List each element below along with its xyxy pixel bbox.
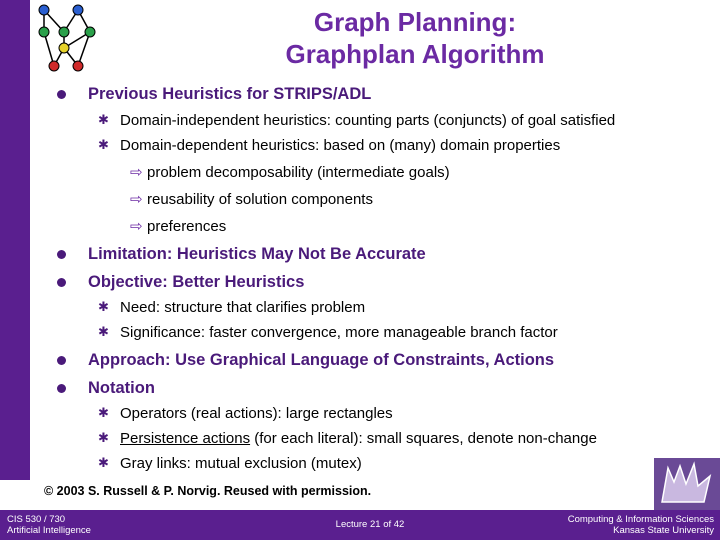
asterisk-bullet-icon: ✱: [98, 405, 109, 420]
bullet-text: Previous Heuristics for STRIPS/ADL: [88, 85, 372, 103]
arrow-bullet-icon: ⇨: [130, 218, 143, 235]
sub-bullet-text: Domain-dependent heuristics: based on (many) domain properties: [120, 137, 561, 154]
bullet-dot-icon: [57, 90, 66, 99]
sub-sub-bullet-text: preferences: [147, 218, 227, 235]
footer-course-code: CIS 530 / 730: [7, 514, 66, 525]
slide-title-line2: Graphplan Algorithm: [285, 39, 545, 69]
arrow-bullet-icon: ⇨: [130, 164, 143, 181]
sub-bullet-text: Operators (real actions): large rectangles: [120, 405, 393, 422]
copyright-notice: © 2003 S. Russell & P. Norvig. Reused with permission.: [44, 484, 372, 498]
bullet-text: Notation: [88, 379, 155, 397]
sub-bullet-text: Gray links: mutual exclusion (mutex): [120, 455, 362, 472]
sub-sub-bullet-text: problem decomposability (intermediate goals): [147, 164, 450, 181]
sub-bullet-text: Need: structure that clarifies problem: [120, 299, 366, 316]
footer-course-name: Artificial Intelligence: [7, 525, 91, 536]
asterisk-bullet-icon: ✱: [98, 430, 109, 445]
persistence-actions-term: Persistence actions: [120, 430, 251, 447]
asterisk-bullet-icon: ✱: [98, 112, 109, 127]
footer-university: Kansas State University: [613, 525, 714, 536]
bullet-dot-icon: [57, 278, 66, 287]
slide-title: [120, 6, 710, 70]
graph-network-logo: [30, 0, 110, 78]
slide-footer: [0, 510, 720, 540]
bullet-dot-icon: [57, 384, 66, 393]
asterisk-bullet-icon: ✱: [98, 137, 109, 152]
bullet-text: Approach: Use Graphical Language of Constraints, Actions: [88, 351, 555, 369]
footer-institution: [568, 514, 714, 536]
asterisk-bullet-icon: ✱: [98, 299, 109, 314]
footer-course: [7, 514, 91, 536]
footer-lecture-number: Lecture 21 of 42: [335, 519, 405, 530]
bullet-text: Limitation: Heuristics May Not Be Accurate: [88, 245, 426, 263]
bullet-dot-icon: [57, 356, 66, 365]
left-sidebar-bar: [0, 0, 30, 480]
asterisk-bullet-icon: ✱: [98, 455, 109, 470]
sub-bullet-text: [120, 430, 597, 447]
sub-bullet-text: Domain-independent heuristics: counting parts (conjuncts) of goal satisfied: [120, 112, 616, 129]
sub-bullet-text: Significance: faster convergence, more manageable branch factor: [120, 324, 558, 341]
bullet-dot-icon: [57, 250, 66, 259]
sub-sub-bullet-text: reusability of solution components: [147, 191, 373, 208]
asterisk-bullet-icon: ✱: [98, 324, 109, 339]
footer-department: Computing & Information Sciences: [567, 514, 714, 525]
sub-bullet-text-rest: (for each literal): small squares, denote non-change: [250, 430, 597, 447]
kansas-state-wildcat-logo: [654, 458, 720, 510]
slide-title-line1: Graph Planning:: [313, 7, 517, 37]
bullet-text: Objective: Better Heuristics: [88, 273, 305, 291]
arrow-bullet-icon: ⇨: [130, 191, 143, 208]
